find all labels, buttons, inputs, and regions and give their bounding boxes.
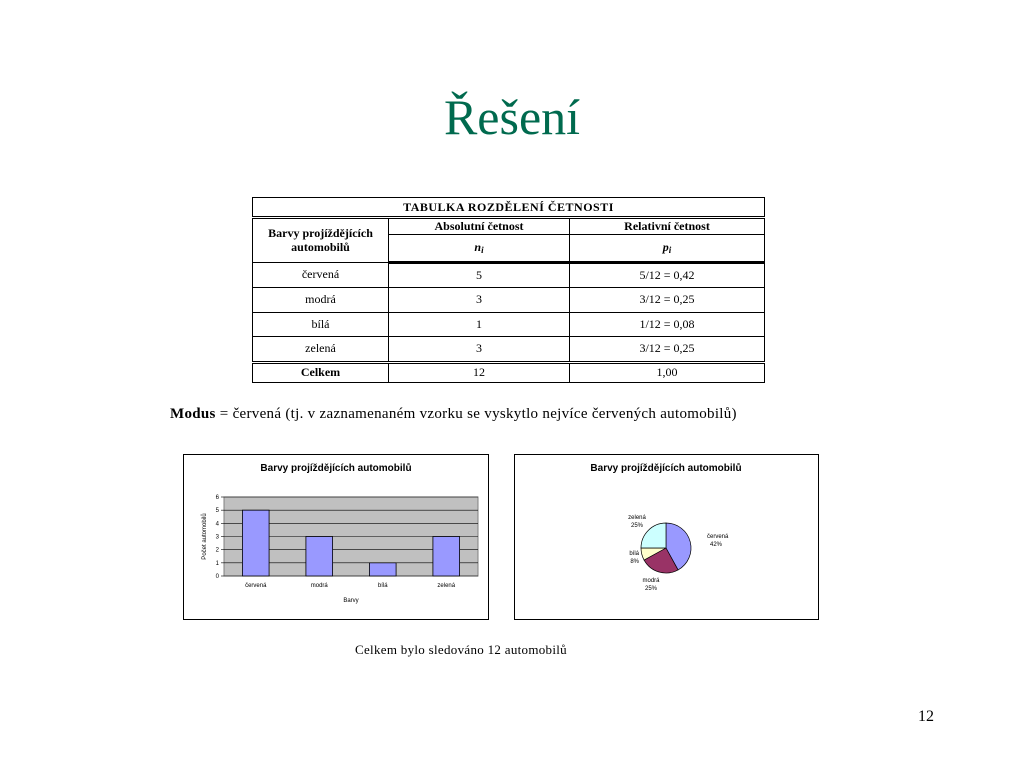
relative-symbol: p: [662, 239, 669, 254]
modus-equals: =: [219, 406, 229, 422]
row-absolute: 3: [389, 337, 570, 363]
slice-label: modrá: [642, 578, 660, 584]
row-color: modrá: [253, 288, 389, 312]
modus-label: Modus: [170, 406, 216, 422]
y-tick-label: 2: [215, 547, 219, 554]
row-relative: 3/12 = 0,25: [570, 288, 765, 312]
slice-label: bílá: [629, 551, 639, 557]
bar: [306, 537, 333, 577]
frequency-table: [252, 197, 765, 383]
x-axis-label: Barvy: [343, 598, 359, 604]
slice-percent: 25%: [630, 523, 644, 529]
header-absolute-symbol: [389, 235, 570, 263]
table-row: [253, 312, 765, 336]
slice-percent: 42%: [710, 542, 723, 548]
slice-percent: 8%: [630, 559, 639, 565]
total-relative: 1,00: [570, 362, 765, 382]
x-tick-label: červená: [245, 583, 267, 589]
modus-text: červená (tj. v zaznamenaném vzorku se vyskytlo nejvíce červených automobilů): [232, 406, 737, 422]
y-tick-label: 3: [215, 534, 219, 541]
header-relative-symbol: [570, 235, 765, 263]
bar: [369, 563, 396, 576]
table-total-row: [253, 362, 765, 382]
y-axis-label: Počet automobilů: [202, 513, 208, 560]
row-color: zelená: [253, 337, 389, 363]
pie-chart-canvas: [515, 455, 818, 619]
table-row: [253, 337, 765, 363]
row-absolute: 1: [389, 312, 570, 336]
bar-chart-title: Barvy projíždějících automobilů: [260, 463, 412, 474]
row-relative: 1/12 = 0,08: [570, 312, 765, 336]
absolute-symbol: n: [474, 239, 482, 254]
x-tick-label: bílá: [377, 583, 388, 589]
modus-line: [170, 406, 890, 423]
table-caption: TABULKA ROZDĚLENÍ ČETNOSTI: [253, 198, 765, 218]
row-color: červená: [253, 262, 389, 288]
total-absolute: 12: [389, 362, 570, 382]
slice-label: zelená: [628, 515, 646, 521]
bar: [433, 537, 460, 577]
y-tick-label: 5: [215, 508, 219, 515]
bar-chart: [183, 454, 489, 620]
slice-percent: 25%: [644, 586, 658, 592]
row-relative: 5/12 = 0,42: [570, 262, 765, 288]
table-row: [253, 262, 765, 288]
relative-subscript: i: [668, 244, 672, 255]
header-absolute: Absolutní četnost: [389, 218, 570, 235]
pie-slice: [641, 523, 666, 548]
row-color: bílá: [253, 312, 389, 336]
row-absolute: 3: [389, 288, 570, 312]
pie-chart-title: Barvy projíždějících automobilů: [590, 463, 742, 474]
y-tick-label: 1: [215, 560, 219, 567]
x-tick-label: zelená: [437, 583, 456, 589]
header-category: Barvy projíždějících automobilů: [253, 218, 389, 263]
total-label: Celkem: [253, 362, 389, 382]
row-absolute: 5: [389, 262, 570, 288]
y-tick-label: 0: [215, 574, 219, 580]
row-relative: 3/12 = 0,25: [570, 337, 765, 363]
bar: [242, 510, 269, 576]
pie-chart: [514, 454, 819, 620]
y-tick-label: 4: [215, 521, 219, 528]
header-relative: Relativní četnost: [570, 218, 765, 235]
slice-label: červená: [707, 534, 729, 540]
page-number: 12: [918, 708, 934, 725]
y-tick-label: 6: [215, 495, 219, 501]
footer-note: Celkem bylo sledováno 12 automobilů: [355, 642, 567, 657]
x-tick-label: modrá: [310, 583, 328, 589]
slide-title: Řešení: [443, 89, 581, 145]
absolute-subscript: i: [481, 244, 484, 255]
table-row: [253, 288, 765, 312]
bar-chart-canvas: [184, 455, 488, 619]
